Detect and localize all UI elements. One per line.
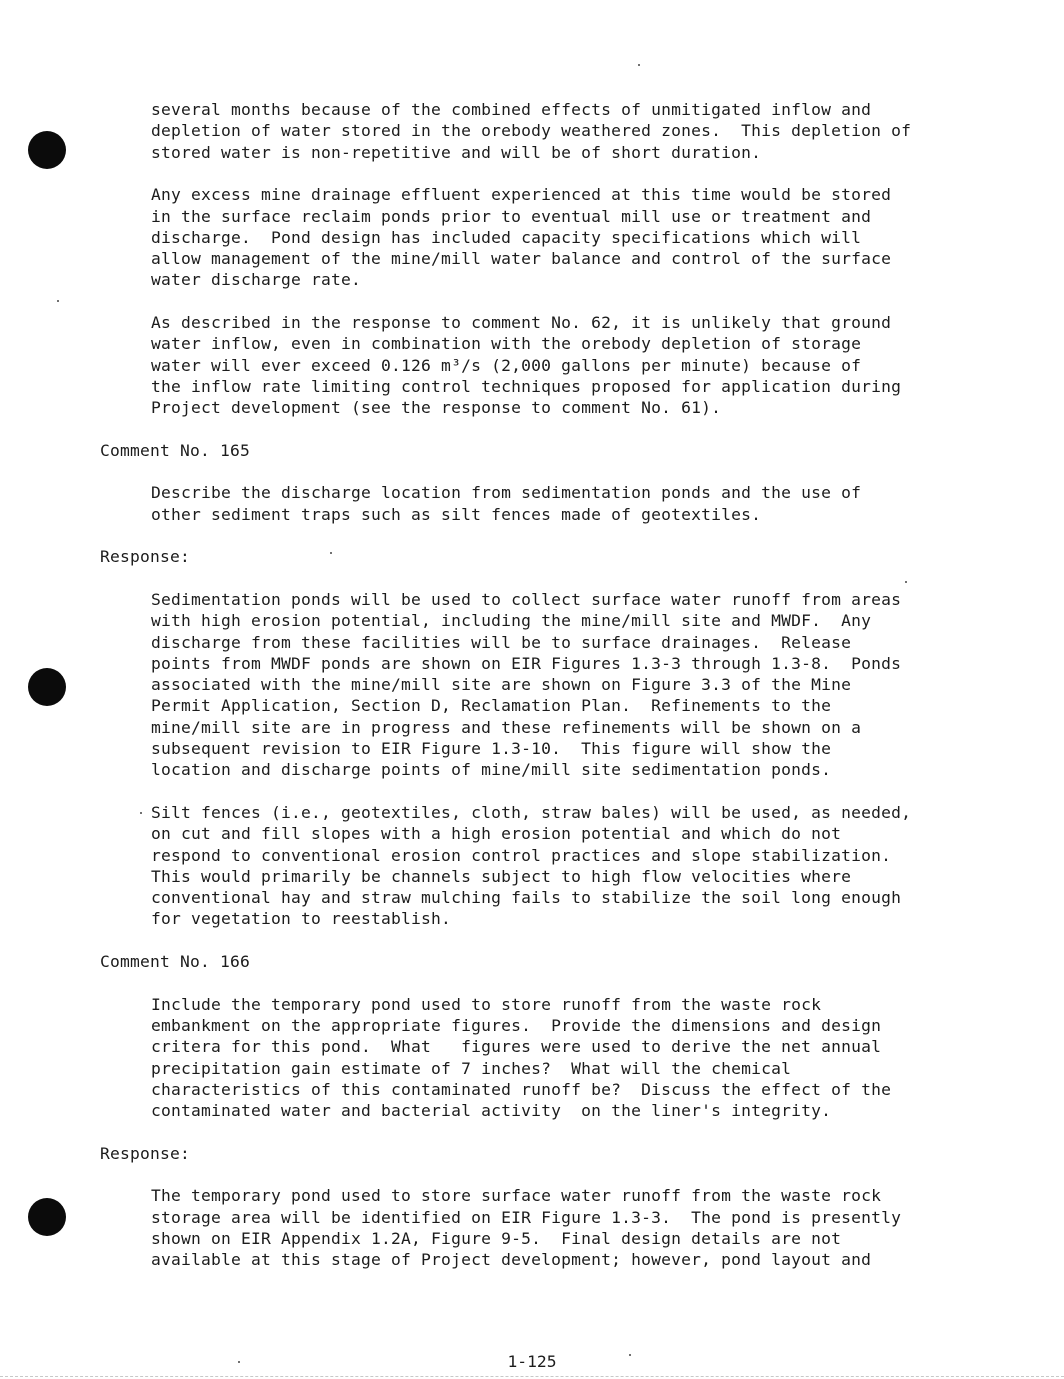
section-heading: Response: — [100, 1143, 191, 1163]
scan-speck — [638, 64, 640, 66]
paragraph-line: critera for this pond. What figures were used to derive the net annual — [151, 1037, 882, 1057]
paragraph-line: discharge. Pond design has included capacity specifications which will — [151, 227, 862, 247]
paragraph-line: embankment on the appropriate figures. Provide the dimensions and design — [151, 1015, 882, 1035]
scan-speck — [57, 300, 59, 302]
paragraph-line: other sediment traps such as silt fences made of geotextiles. — [151, 504, 762, 524]
paragraph-line: As described in the response to comment No. 62, it is unlikely that ground — [151, 313, 892, 332]
paragraph-line: water discharge rate. — [151, 270, 362, 290]
paragraph-line: water inflow, even in combination with the orebody depletion of storage — [151, 334, 862, 354]
section-heading: Comment No. 166 — [100, 952, 251, 971]
paragraph-line: several months because of the combined effects of unmitigated inflow and — [151, 100, 872, 119]
paragraph-line: on cut and fill slopes with a high erosion potential and which do not — [151, 824, 842, 844]
scan-speck — [140, 812, 142, 814]
paragraph-line: discharge from these facilities will be to surface drainages. Release — [151, 632, 852, 652]
binder-hole-top — [28, 131, 66, 169]
paragraph-line: Silt fences (i.e., geotextiles, cloth, straw bales) will be used, as needed, — [151, 802, 912, 822]
paragraph-line: subsequent revision to EIR Figure 1.3-10. This figure will show the — [151, 739, 832, 758]
section-heading: Response: — [100, 547, 191, 567]
paragraph-line: conventional hay and straw mulching fails to stabilize the soil long enough — [151, 888, 902, 908]
paragraph-line: water will ever exceed 0.126 m³/s (2,000 gallons per minute) because of — [151, 355, 862, 375]
paragraph-line: Sedimentation ponds will be used to collect surface water runoff from areas — [151, 589, 902, 609]
paragraph-line: allow management of the mine/mill water balance and control of the surface — [151, 249, 892, 269]
paragraph-line: for vegetation to reestablish. — [151, 909, 452, 929]
scan-speck — [330, 552, 332, 554]
paragraph-line: associated with the mine/mill site are shown on Figure 3.3 of the Mine — [151, 675, 852, 695]
paragraph-line: characteristics of this contaminated runoff be? Discuss the effect of the — [151, 1079, 892, 1099]
page-number: 1-125 — [507, 1352, 557, 1371]
paragraph-line: stored water is non-repetitive and will be of short duration. — [151, 142, 762, 162]
paragraph-line: location and discharge points of mine/mill site sedimentation ponds. — [151, 760, 832, 780]
paragraph-line: in the surface reclaim ponds prior to eventual mill use or treatment and — [151, 206, 872, 226]
binder-hole-middle — [28, 668, 66, 706]
paragraph-line: Include the temporary pond used to store runoff from the waste rock — [151, 994, 822, 1014]
paragraph-line: respond to conventional erosion control practices and slope stabilization. — [151, 845, 892, 865]
scan-speck — [905, 581, 907, 583]
paragraph-line: storage area will be identified on EIR Figure 1.3-3. The pond is presently — [151, 1207, 902, 1227]
paragraph-line: with high erosion potential, including the mine/mill site and MWDF. Any — [151, 611, 872, 631]
scan-edge — [0, 1376, 1064, 1377]
section-heading: Comment No. 165 — [100, 440, 251, 460]
paragraph-line: This would primarily be channels subject to high flow velocities where — [151, 866, 852, 886]
paragraph-line: depletion of water stored in the orebody weathered zones. This depletion of — [151, 121, 912, 141]
paragraph-line: Describe the discharge location from sedimentation ponds and the use of — [151, 483, 862, 503]
paragraph-line: precipitation gain estimate of 7 inches? What will the chemical — [151, 1058, 792, 1078]
paragraph-line: Permit Application, Section D, Reclamation Plan. Refinements to the — [151, 696, 832, 716]
paragraph-line: mine/mill site are in progress and these refinements will be shown on a — [151, 717, 862, 737]
paragraph-line: points from MWDF ponds are shown on EIR Figures 1.3-3 through 1.3-8. Ponds — [151, 653, 902, 673]
paragraph-line: available at this stage of Project development; however, pond layout and — [151, 1250, 872, 1270]
paragraph-line: The temporary pond used to store surface water runoff from the waste rock — [151, 1186, 882, 1206]
binder-hole-bottom — [28, 1198, 66, 1236]
paragraph-line: contaminated water and bacterial activity on the liner's integrity. — [151, 1101, 832, 1121]
paragraph-line: shown on EIR Appendix 1.2A, Figure 9-5. Final design details are not — [151, 1228, 842, 1248]
paragraph-line: the inflow rate limiting control techniques proposed for application during — [151, 376, 902, 396]
paragraph-line: Project development (see the response to comment No. 61). — [151, 398, 722, 418]
paragraph-line: Any excess mine drainage effluent experienced at this time would be stored — [151, 185, 892, 205]
